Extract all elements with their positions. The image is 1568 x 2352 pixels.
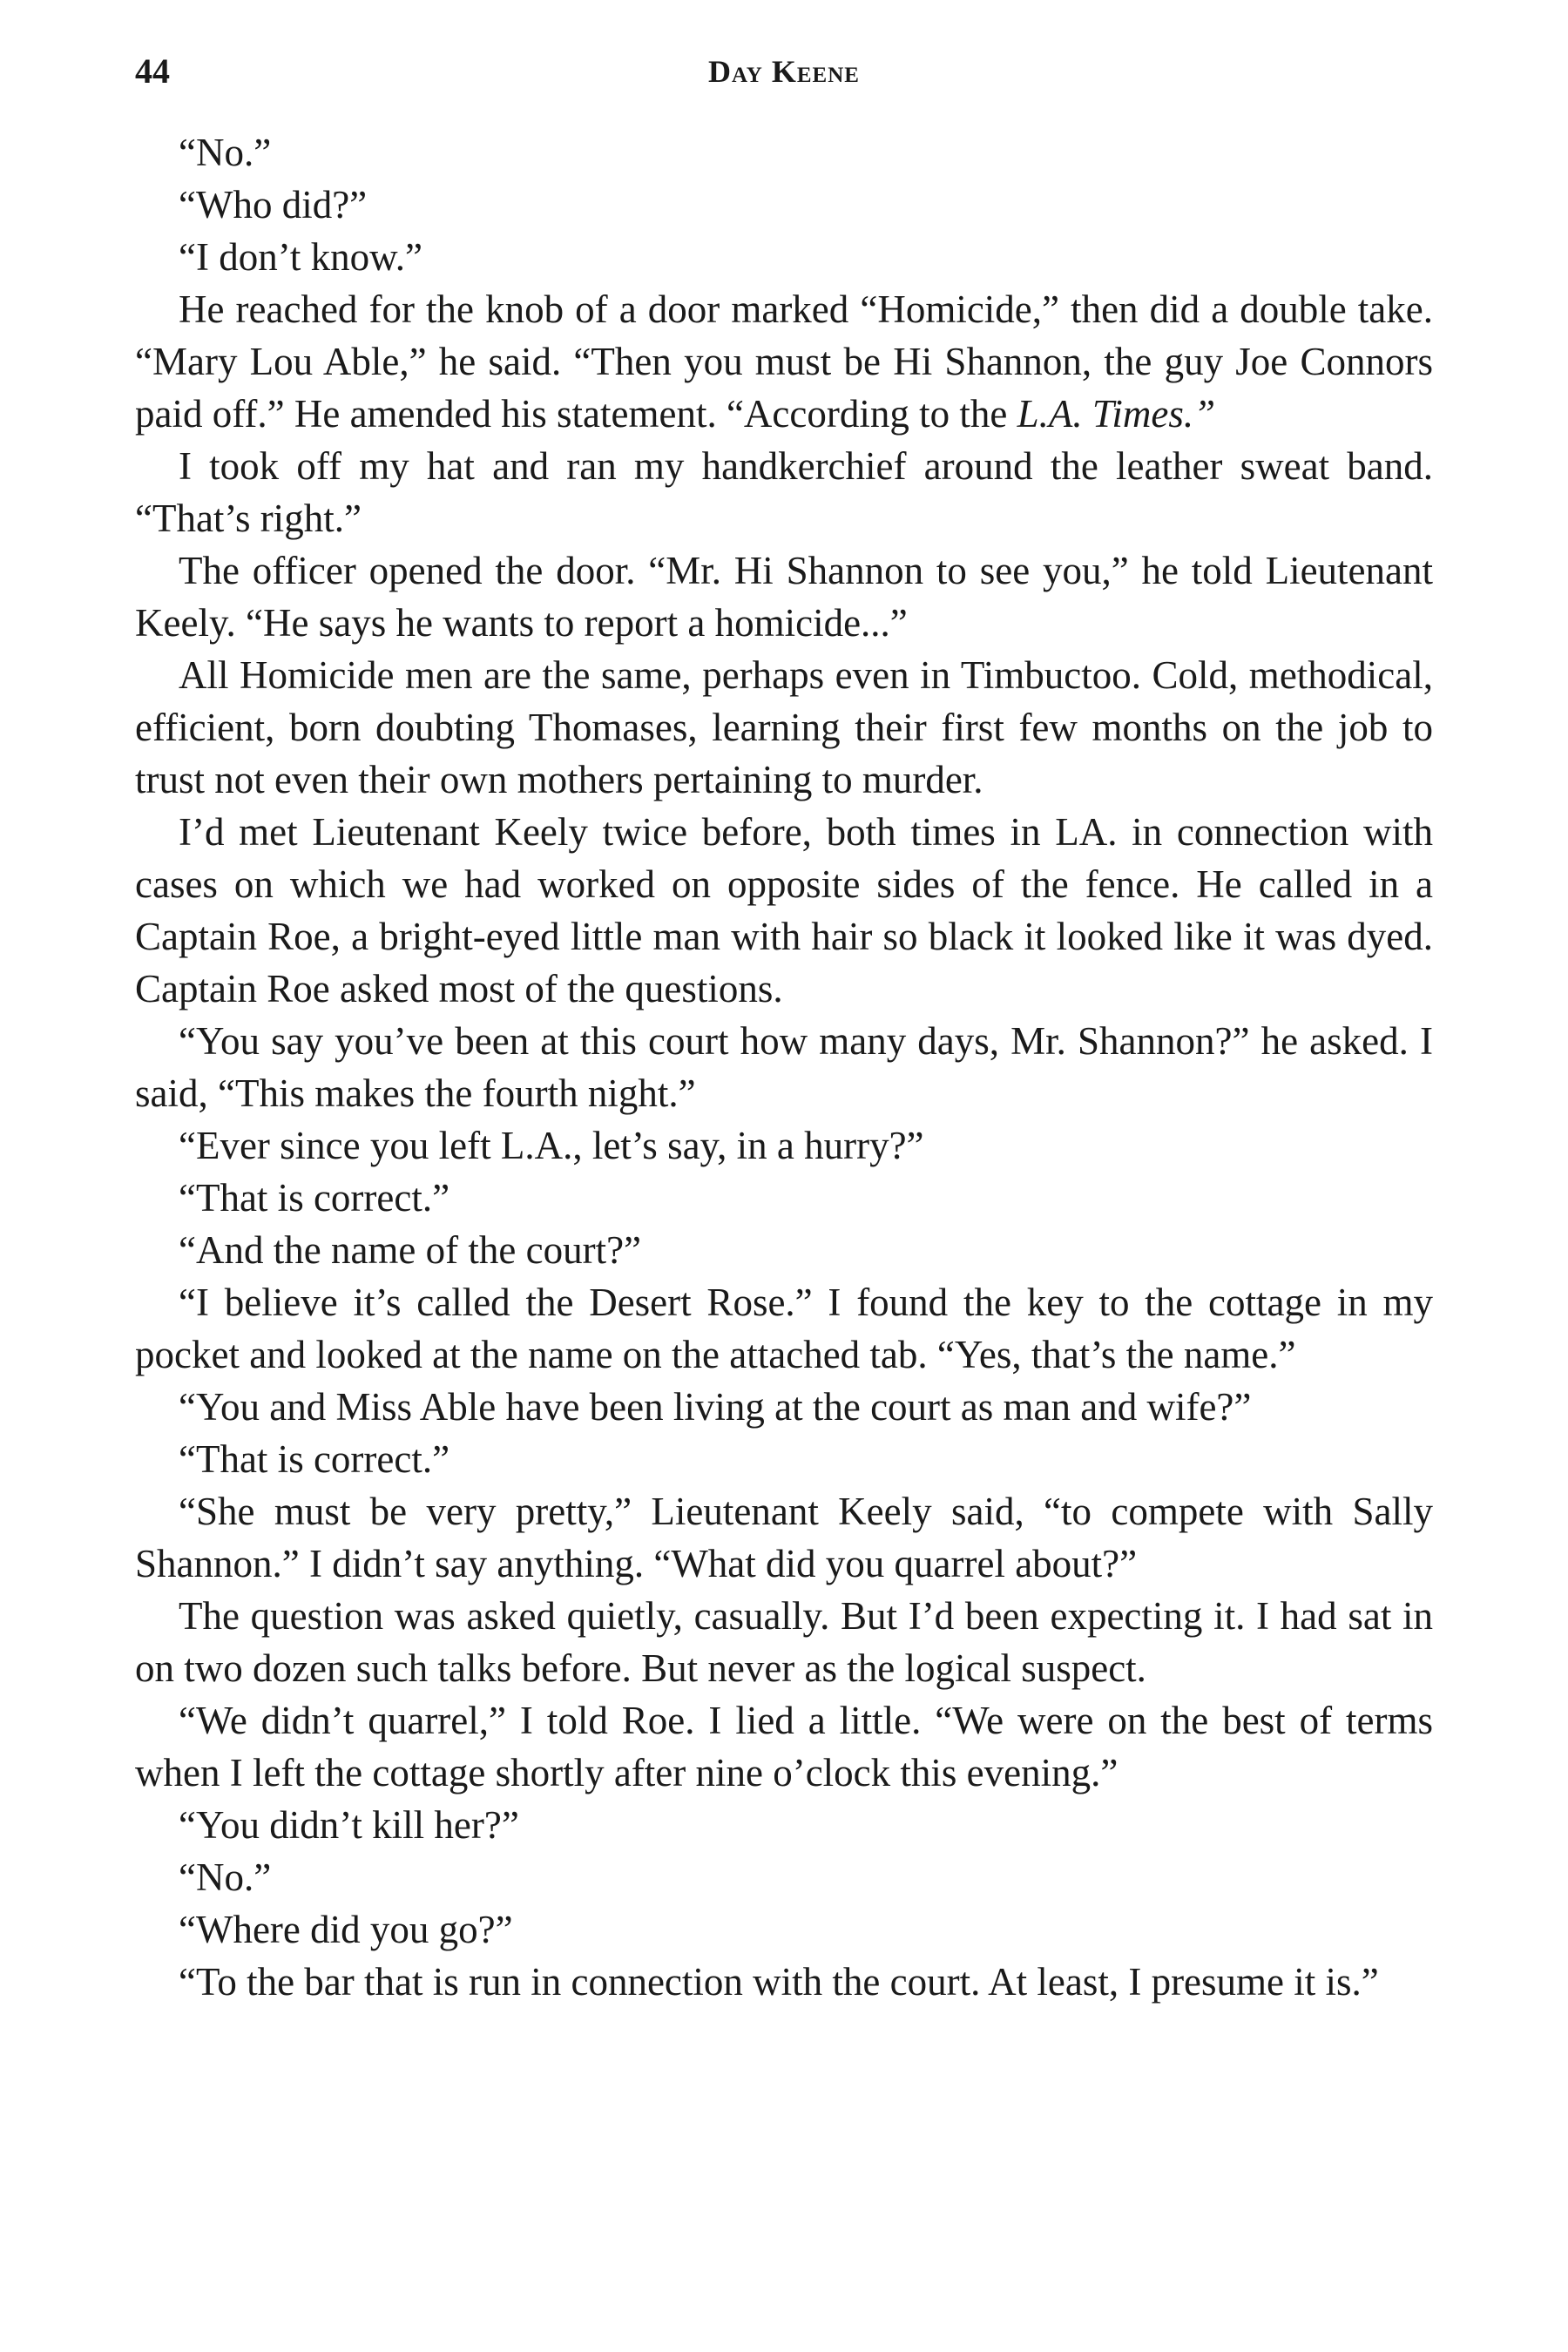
paragraph — [135, 1956, 1433, 2008]
paragraph-text: “We didn’t quarrel,” I told Roe. I lied a little. “We were on the best of terms when I left the cottage shortly after nine o’clock this evening.” — [135, 1699, 1433, 1794]
paragraph — [135, 231, 1433, 283]
paragraph — [135, 283, 1433, 440]
paragraph-text: “She must be very pretty,” Lieutenant Keely said, “to compete with Sally Shannon.” I didn’t say anything. “What did you quarrel about?” — [135, 1490, 1433, 1585]
paragraph-text: “And the name of the court?” — [179, 1228, 642, 1272]
paragraph-text: The question was asked quietly, casually. But I’d been expecting it. I had sat in on two dozen such talks before. But never as the logical suspect. — [135, 1594, 1433, 1690]
italic-title: L.A. Times.” — [1017, 392, 1216, 436]
body-text — [135, 126, 1433, 2008]
paragraph-text: He reached for the knob of a door marked “Homicide,” then did a double take. “Mary Lou Able,” he said. “Then you must be Hi Shannon, the guy Joe Connors paid off.” He amended his statement. “According to the — [135, 287, 1433, 436]
paragraph-text: The officer opened the door. “Mr. Hi Shannon to see you,” he told Lieutenant Keely. “He says he wants to report a homicide...” — [135, 549, 1433, 645]
running-head: Day Keene — [708, 54, 860, 89]
paragraph — [135, 1015, 1433, 1119]
paragraph-text: I’d met Lieutenant Keely twice before, both times in LA. in connection with cases on which we had worked on opposite sides of the fence. He called in a Captain Roe, a bright-eyed little man with hair so black it looked like it was dyed. Captain Roe asked most of the questions. — [135, 810, 1433, 1010]
page-number: 44 — [135, 51, 170, 91]
paragraph-text: “You say you’ve been at this court how many days, Mr. Shannon?” he asked. I said, “This makes the fourth night.” — [135, 1019, 1433, 1115]
paragraph — [135, 1172, 1433, 1224]
paragraph-text: “I believe it’s called the Desert Rose.” I found the key to the cottage in my pocket and looked at the name on the attached tab. “Yes, that’s the name.” — [135, 1281, 1433, 1376]
paragraph-text: “Where did you go?” — [179, 1908, 513, 1951]
page-header — [135, 45, 1433, 98]
paragraph — [135, 1903, 1433, 1956]
paragraph-text: “Ever since you left L.A., let’s say, in a hurry?” — [179, 1124, 924, 1167]
paragraph — [135, 1590, 1433, 1694]
paragraph-text: I took off my hat and ran my handkerchief around the leather sweat band. “That’s right.” — [135, 444, 1433, 540]
paragraph-text: “You didn’t kill her?” — [179, 1803, 519, 1847]
paragraph — [135, 1276, 1433, 1381]
paragraph — [135, 1485, 1433, 1590]
paragraph-text: “I don’t know.” — [179, 235, 422, 279]
paragraph-text: “That is correct.” — [179, 1176, 450, 1220]
paragraph-text: “Who did?” — [179, 183, 368, 226]
paragraph — [135, 1433, 1433, 1485]
paragraph — [135, 1851, 1433, 1903]
paragraph — [135, 179, 1433, 231]
paragraph-text: “You and Miss Able have been living at the court as man and wife?” — [179, 1385, 1252, 1429]
paragraph — [135, 1224, 1433, 1276]
paragraph-text: “No.” — [179, 1855, 272, 1899]
paragraph — [135, 1799, 1433, 1851]
paragraph — [135, 649, 1433, 806]
paragraph-text: “To the bar that is run in connection with the court. At least, I presume it is.” — [179, 1960, 1379, 2004]
paragraph — [135, 544, 1433, 649]
paragraph — [135, 126, 1433, 179]
paragraph-text: “No.” — [179, 131, 272, 174]
paragraph — [135, 1694, 1433, 1799]
paragraph — [135, 806, 1433, 1015]
paragraph-text: “That is correct.” — [179, 1437, 450, 1481]
paragraph — [135, 440, 1433, 544]
paragraph — [135, 1119, 1433, 1172]
paragraph-text: All Homicide men are the same, perhaps even in Timbuctoo. Cold, methodical, efficient, born doubting Thomases, learning their first few months on the job to trust not even their own mothers pertaining to murder. — [135, 653, 1433, 801]
paragraph — [135, 1381, 1433, 1433]
